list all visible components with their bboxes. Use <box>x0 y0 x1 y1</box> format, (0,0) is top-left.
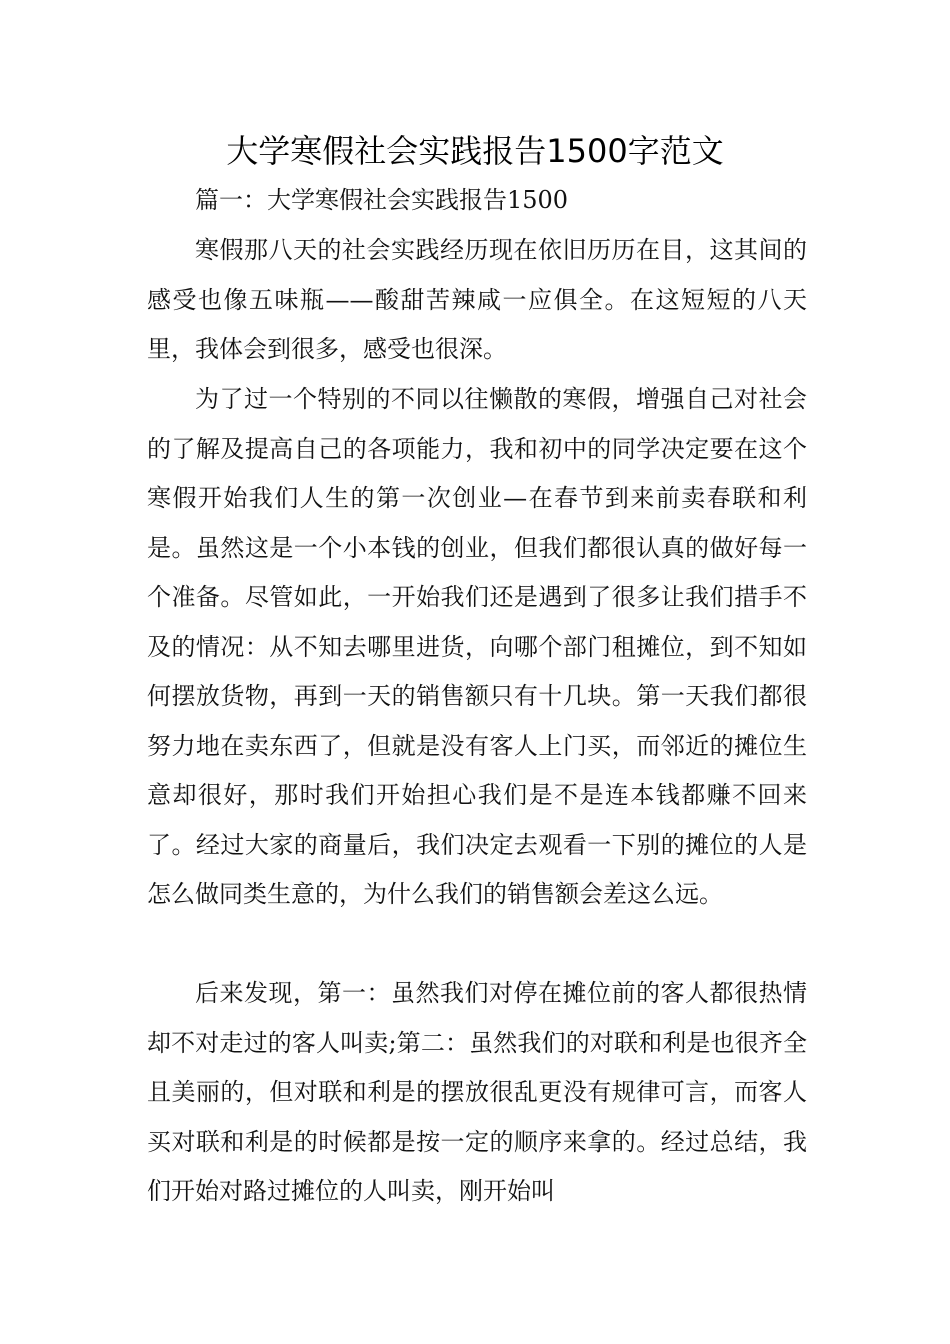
document-title: 大学寒假社会实践报告1500字范文 <box>226 132 724 170</box>
paragraph: 为了过一个特别的不同以往懒散的寒假，增强自己对社会的了解及提高自己的各项能力，我和初中的同学决定要在这个寒假开始我们人生的第一次创业—在春节到来前卖春联和利是。虽然这是一个小本钱的创业，但我们都很认真的做好每一个准备。尽管如此，一开始我们还是遇到了很多让我们措手不及的情况：从不知去哪里进货，向哪个部门租摊位，到不知如何摆放货物，再到一天的销售额只有十几块。第一天我们都很努力地在卖东西了，但就是没有客人上门买，而邻近的摊位生意却很好，那时我们开始担心我们是不是连本钱都赚不回来了。经过大家的商量后，我们决定去观看一下别的摊位的人是怎么做同类生意的，为什么我们的销售额会差这么远。 <box>147 385 807 908</box>
paragraph: 后来发现，第一：虽然我们对停在摊位前的客人都很热情却不对走过的客人叫卖;第二：虽然我们的对联和利是也很齐全且美丽的，但对联和利是的摆放很乱更没有规律可言，而客人买对联和利是的时候都是按一定的顺序来拿的。经过总结，我们开始对路过摊位的人叫卖，刚开始叫 <box>147 979 807 1205</box>
paragraph: 寒假那八天的社会实践经历现在依旧历历在目，这其间的感受也像五味瓶——酸甜苦辣咸一应俱全。在这短短的八天里，我体会到很多，感受也很深。 <box>147 236 807 363</box>
section-heading: 篇一：大学寒假社会实践报告1500 <box>195 186 569 214</box>
